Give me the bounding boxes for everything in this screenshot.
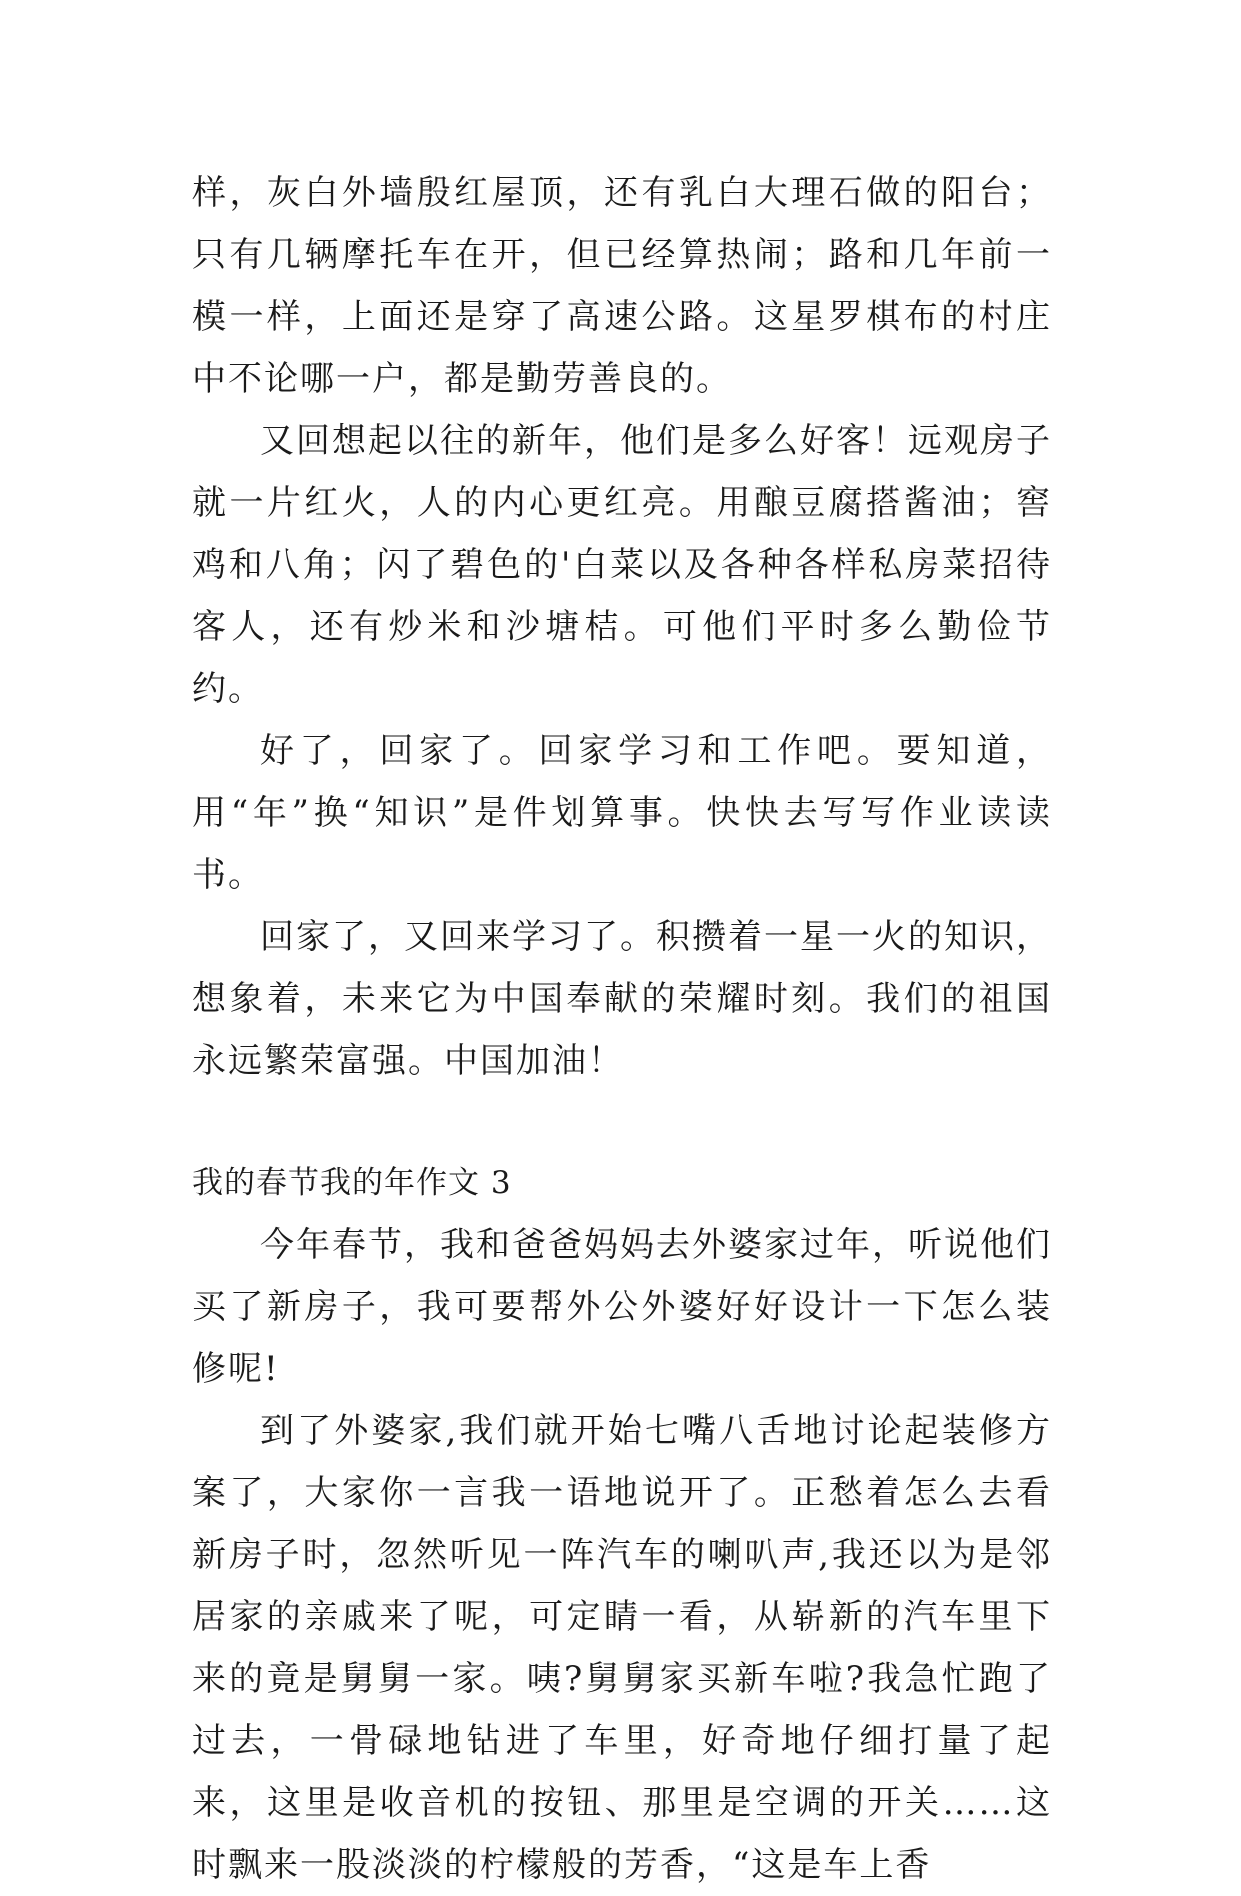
paragraph: 今年春节，我和爸爸妈妈去外婆家过年，听说他们买了新房子，我可要帮外公外婆好好设计一下怎么装修呢! xyxy=(192,1225,1052,1389)
paragraph: 好了，回家了。回家学习和工作吧。要知道，用“年”换“知识”是件划算事。快快去写写作业读读书。 xyxy=(192,731,1052,895)
section-title: 我的春节我的年作文 3 xyxy=(192,1165,512,1201)
paragraph: 又回想起以往的新年，他们是多么好客！远观房子就一片红火，人的内心更红亮。用酿豆腐搭酱油；窖鸡和八角；闪了碧色的'白菜以及各种各样私房菜招待客人，还有炒米和沙塘桔。可他们平时多么勤俭节约。 xyxy=(192,421,1052,709)
paragraph: 回家了，又回来学习了。积攒着一星一火的知识，想象着，未来它为中国奉献的荣耀时刻。我们的祖国永远繁荣富强。中国加油！ xyxy=(192,917,1052,1081)
document-body xyxy=(192,162,1052,1896)
paragraph: 样，灰白外墙殷红屋顶，还有乳白大理石做的阳台；只有几辆摩托车在开，但已经算热闹；路和几年前一模一样，上面还是穿了高速公路。这星罗棋布的村庄中不论哪一户，都是勤劳善良的。 xyxy=(192,173,1052,399)
paragraph: 到了外婆家,我们就开始七嘴八舌地讨论起装修方案了，大家你一言我一语地说开了。正愁着怎么去看新房子时，忽然听见一阵汽车的喇叭声,我还以为是邻居家的亲戚来了呢，可定睛一看，从崭新的汽车里下来的竟是舅舅一家。咦?舅舅家买新车啦?我急忙跑了过去，一骨碌地钻进了车里，好奇地仔细打量了起来，这里是收音机的按钮、那里是空调的开关……这时飘来一股淡淡的柠檬般的芳香，“这是车上香 xyxy=(192,1411,1052,1885)
